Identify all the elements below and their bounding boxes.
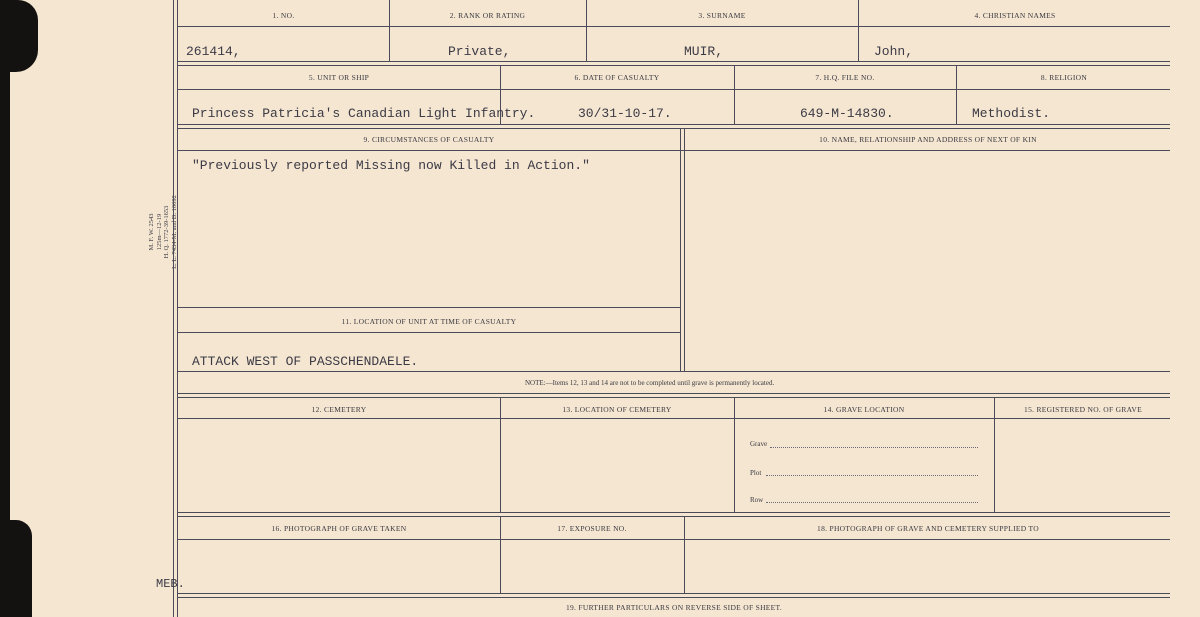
- label-rank: 2. RANK OR RATING: [449, 11, 526, 20]
- binder-hole-top: [0, 0, 38, 72]
- service-number: 261414,: [186, 44, 241, 59]
- label-photo-taken: 16. PHOTOGRAPH OF GRAVE TAKEN: [271, 524, 407, 533]
- row-field-line: [766, 502, 978, 503]
- note-text: NOTE:—Items 12, 13 and 14 are not to be completed until grave is permanently located.: [525, 379, 775, 387]
- label-location-of-cemetery: 13. LOCATION OF CEMETERY: [562, 405, 672, 414]
- unit-value: Princess Patricia's Canadian Light Infantry.: [192, 106, 536, 121]
- binder-hole-bottom: [0, 520, 32, 617]
- row-field-label: Row: [750, 496, 764, 504]
- clerk-initials: MEB.: [156, 577, 185, 591]
- label-further-particulars: 19. FURTHER PARTICULARS ON REVERSE SIDE OF SHEET.: [565, 603, 783, 612]
- label-date-of-casualty: 6. DATE OF CASUALTY: [574, 73, 660, 82]
- label-photo-supplied: 18. PHOTOGRAPH OF GRAVE AND CEMETERY SUPPLIED TO: [817, 524, 1039, 533]
- christian-names-value: John,: [874, 44, 914, 59]
- date-of-casualty-value: 30/31-10-17.: [578, 106, 672, 121]
- religion-value: Methodist.: [972, 106, 1051, 121]
- label-no: 1. NO.: [272, 11, 295, 20]
- plot-field-line: [766, 475, 978, 476]
- grave-field-line: [770, 447, 978, 448]
- hq-file-value: 649-M-14830.: [800, 106, 894, 121]
- label-registered-no: 15. REGISTERED NO. OF GRAVE: [1024, 405, 1142, 414]
- label-cemetery: 12. CEMETERY: [311, 405, 367, 414]
- label-circumstances: 9. CIRCUMSTANCES OF CASUALTY: [363, 135, 495, 144]
- label-surname: 3. SURNAME: [698, 11, 746, 20]
- grave-field-label: Grave: [750, 440, 768, 448]
- plot-field-label: Plot: [750, 469, 762, 477]
- surname-value: MUIR,: [684, 44, 724, 59]
- rank-value: Private,: [448, 44, 511, 59]
- label-hq-file: 7. H.Q. FILE NO.: [815, 73, 875, 82]
- label-location-of-unit: 11. LOCATION OF UNIT AT TIME OF CASUALTY: [341, 317, 517, 326]
- label-unit: 5. UNIT OR SHIP: [308, 73, 370, 82]
- label-grave-location: 14. GRAVE LOCATION: [823, 405, 905, 414]
- form-print-info: M. F. W. 2543 125m—12-19 H. Q. 1772-39-1653 L. L. 7434-M. and D. 10092: [148, 195, 178, 269]
- label-christian-names: 4. CHRISTIAN NAMES: [974, 11, 1056, 20]
- location-of-unit-value: ATTACK WEST OF PASSCHENDAELE.: [192, 354, 419, 369]
- label-exposure-no: 17. EXPOSURE NO.: [557, 524, 627, 533]
- label-next-of-kin: 10. NAME, RELATIONSHIP AND ADDRESS OF NEXT OF KIN: [819, 135, 1037, 144]
- circumstances-value: "Previously reported Missing now Killed in Action.": [192, 158, 590, 173]
- label-religion: 8. RELIGION: [1040, 73, 1088, 82]
